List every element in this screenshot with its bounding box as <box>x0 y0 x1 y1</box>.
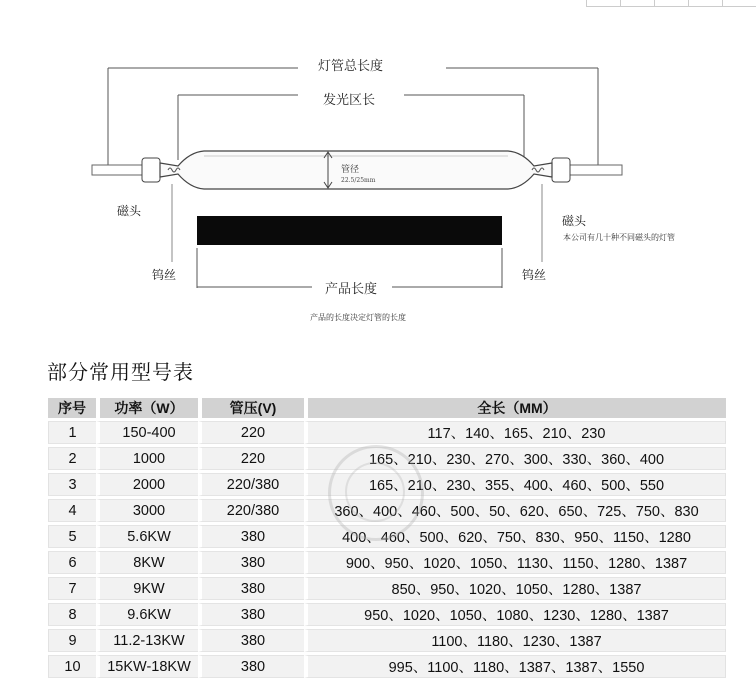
cell-index: 4 <box>48 499 96 522</box>
cell-power: 9.6KW <box>96 603 198 626</box>
cell-power: 8KW <box>96 551 198 574</box>
lamp-drawing <box>0 0 756 330</box>
ceramic-head-right-label: 磁头 <box>562 214 587 228</box>
cell-index: 8 <box>48 603 96 626</box>
table-row <box>48 655 726 678</box>
header-voltage: 管压(V) <box>198 398 304 418</box>
cell-length: 117、140、165、210、230 <box>304 421 726 444</box>
table-row <box>48 447 726 470</box>
cell-index: 10 <box>48 655 96 678</box>
cell-power: 150-400 <box>96 421 198 444</box>
right-ceramic-head <box>552 158 570 182</box>
cell-index: 6 <box>48 551 96 574</box>
cell-voltage: 380 <box>198 577 304 600</box>
model-table <box>48 395 726 681</box>
cell-index: 5 <box>48 525 96 548</box>
table-row <box>48 551 726 574</box>
cell-length: 950、1020、1050、1080、1230、1280、1387 <box>304 603 726 626</box>
cell-power: 15KW-18KW <box>96 655 198 678</box>
cell-length: 995、1100、1180、1387、1387、1550 <box>304 655 726 678</box>
ceramic-head-left-label: 磁头 <box>117 204 142 218</box>
table-row <box>48 525 726 548</box>
tungsten-left-label: 钨丝 <box>152 268 177 282</box>
table-row <box>48 629 726 652</box>
cell-voltage: 380 <box>198 551 304 574</box>
cell-voltage: 220/380 <box>198 499 304 522</box>
cell-index: 9 <box>48 629 96 652</box>
cell-power: 11.2-13KW <box>96 629 198 652</box>
cell-voltage: 380 <box>198 655 304 678</box>
cell-length: 165、210、230、270、300、330、360、400 <box>304 447 726 470</box>
tungsten-right-label: 钨丝 <box>522 268 547 282</box>
table-row <box>48 577 726 600</box>
product-length-note: 产品的长度决定灯管的长度 <box>310 313 406 322</box>
cell-length: 900、950、1020、1050、1130、1150、1280、1387 <box>304 551 726 574</box>
cell-length: 850、950、1020、1050、1280、1387 <box>304 577 726 600</box>
table-row <box>48 421 726 444</box>
cell-voltage: 380 <box>198 629 304 652</box>
cell-length: 1100、1180、1230、1387 <box>304 629 726 652</box>
total-length-label: 灯管总长度 <box>318 59 384 74</box>
cell-power: 1000 <box>96 447 198 470</box>
cell-index: 7 <box>48 577 96 600</box>
table-row <box>48 603 726 626</box>
table-header-row <box>48 398 726 418</box>
table-row <box>48 473 726 496</box>
cell-length: 165、210、230、355、400、460、500、550 <box>304 473 726 496</box>
cell-voltage: 220/380 <box>198 473 304 496</box>
cell-power: 2000 <box>96 473 198 496</box>
cell-power: 5.6KW <box>96 525 198 548</box>
cell-index: 3 <box>48 473 96 496</box>
header-length: 全长（MM） <box>304 398 726 418</box>
glow-area-label: 发光区长 <box>323 93 376 108</box>
table-row <box>48 499 726 522</box>
cell-length: 360、400、460、500、50、620、650、725、750、830 <box>304 499 726 522</box>
left-lead-wire <box>92 165 144 175</box>
diameter-label: 管径 <box>341 165 360 175</box>
cell-voltage: 220 <box>198 447 304 470</box>
header-index: 序号 <box>48 398 96 418</box>
ceramic-head-note: 本公司有几十种不同磁头的灯管 <box>563 233 675 242</box>
cell-index: 2 <box>48 447 96 470</box>
section-title: 部分常用型号表 <box>47 360 194 384</box>
lamp-diagram <box>0 0 756 330</box>
cell-power: 3000 <box>96 499 198 522</box>
diameter-value: 22.5/25mm <box>341 177 376 184</box>
cell-index: 1 <box>48 421 96 444</box>
header-power: 功率（W） <box>96 398 198 418</box>
product-length-label: 产品长度 <box>325 282 378 297</box>
cell-power: 9KW <box>96 577 198 600</box>
right-lead-wire <box>570 165 622 175</box>
cell-voltage: 220 <box>198 421 304 444</box>
product-bar <box>197 216 502 245</box>
cell-voltage: 380 <box>198 525 304 548</box>
left-ceramic-head <box>142 158 160 182</box>
cell-length: 400、460、500、620、750、830、950、1150、1280 <box>304 525 726 548</box>
cell-voltage: 380 <box>198 603 304 626</box>
